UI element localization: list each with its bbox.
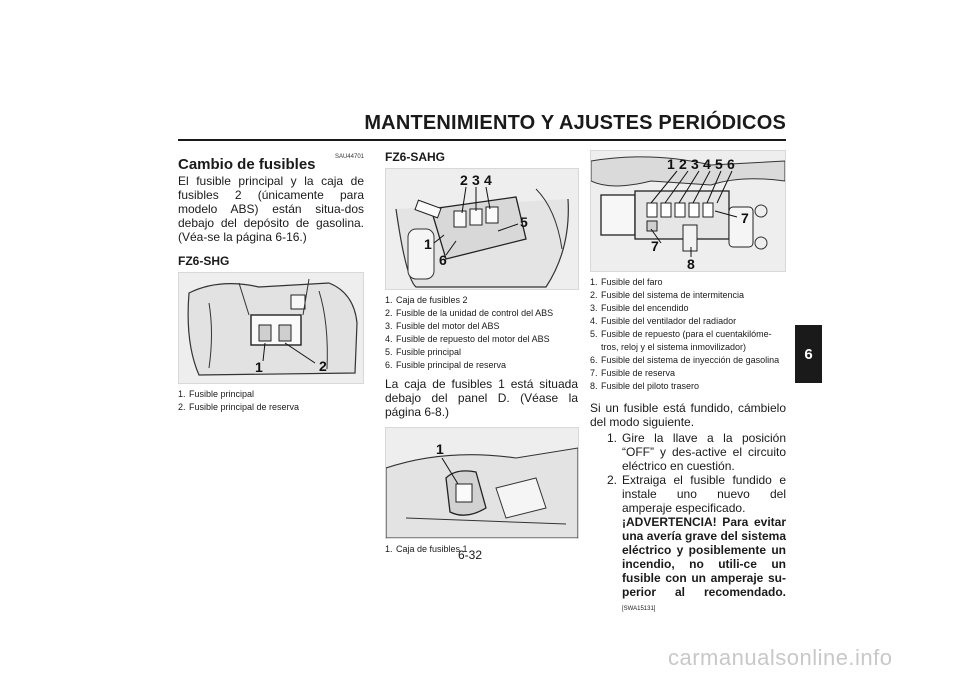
- list-item: 2. Extraiga el fusible fundido e instale uno nuevo del amperaje especificado.: [606, 473, 786, 515]
- fusebox-1-location: La caja de fusibles 1 está situada debajo del panel D. (Véase la página 6-8.): [385, 377, 578, 419]
- page-title: MANTENIMIENTO Y AJUSTES PERIÓDICOS: [364, 112, 786, 134]
- callout-4: 4: [484, 172, 492, 188]
- main-fuse-illustration: [179, 273, 363, 383]
- section-title: Cambio de fusibles: [178, 156, 316, 173]
- page-number: 6-32: [458, 548, 483, 562]
- callout-6: 6: [439, 252, 447, 268]
- section-intro: El fusible principal y la caja de fusibles 2 (únicamente para modelo ABS) están situa-dos debajo del depósito de gasolina. (Véa-se la página 6-16.): [178, 174, 364, 244]
- figure-fusebox-1: [385, 427, 579, 539]
- column-right: [590, 150, 786, 616]
- chapter-tab: 6: [795, 325, 822, 383]
- callout-7-right: 7: [741, 210, 749, 226]
- fusebox-2-illustration: [386, 169, 578, 289]
- callout-2: 2: [460, 172, 468, 188]
- callout-1: 1: [436, 441, 444, 457]
- list-item: 4. Fusible de repuesto del motor del ABS: [385, 334, 550, 344]
- callout-7-left: 7: [651, 238, 659, 254]
- callout-1: 1: [255, 359, 263, 375]
- callout-3: 3: [691, 156, 699, 172]
- caption-list-fusebox-detail: [590, 276, 786, 393]
- list-item: 2. Fusible del sistema de intermitencia: [590, 290, 745, 300]
- list-item: [590, 515, 786, 616]
- watermark: carmanualsonline.info: [668, 645, 893, 670]
- callout-1: 1: [667, 156, 675, 172]
- callout-8: 8: [687, 256, 695, 271]
- caption-list-fz6shg: [178, 388, 364, 414]
- fusebox-1-illustration: [386, 428, 578, 538]
- callout-5: 5: [715, 156, 723, 172]
- column-middle: [385, 150, 578, 556]
- list-item: 1. Gire la llave a la posición “OFF” y des-active el circuito eléctrico en cuestión.: [606, 431, 786, 473]
- list-item: 6. Fusible del sistema de inyección de gasolina: [590, 355, 780, 365]
- list-item: 1. Fusible del faro: [590, 277, 663, 287]
- callout-2: 2: [319, 358, 327, 374]
- callout-2: 2: [679, 156, 687, 172]
- list-item: 3. Fusible del encendido: [590, 303, 689, 313]
- figure-main-fuse: [178, 272, 364, 384]
- list-item: 6. Fusible principal de reserva: [385, 360, 507, 370]
- column-left: [178, 150, 364, 414]
- list-item: 1. Caja de fusibles 1: [385, 544, 468, 554]
- procedure-steps: [590, 431, 786, 616]
- list-item: 3. Fusible del motor del ABS: [385, 321, 500, 331]
- list-item: 5. Fusible principal: [385, 347, 462, 357]
- callout-1: 1: [424, 236, 432, 252]
- list-item: 4. Fusible del ventilador del radiador: [590, 316, 737, 326]
- section-code: SAU44701: [334, 154, 364, 160]
- callout-4: 4: [703, 156, 711, 172]
- callout-5: 5: [520, 214, 528, 230]
- procedure-intro: Si un fusible está fundido, cámbielo del modo siguiente.: [590, 401, 786, 429]
- callout-3: 3: [472, 172, 480, 188]
- list-item: 2. Fusible principal de reserva: [178, 402, 300, 412]
- header-rule: [178, 139, 786, 141]
- model-label-fz6sahg: FZ6-SAHG: [385, 150, 445, 164]
- list-item: 1. Caja de fusibles 2: [385, 295, 468, 305]
- list-item: 5. Fusible de repuesto (para el cuentakilóme-tros, reloj y el sistema inmovilizador): [590, 329, 772, 352]
- model-label-fz6shg: FZ6-SHG: [178, 254, 230, 268]
- figure-fusebox-2: [385, 168, 579, 290]
- list-item: 2. Fusible de la unidad de control del ABS: [385, 308, 554, 318]
- warning-code: [SWA15131]: [622, 606, 656, 612]
- list-item: 1. Fusible principal: [178, 389, 255, 399]
- fusebox-detail-illustration: [591, 151, 785, 271]
- list-item: 7. Fusible de reserva: [590, 368, 676, 378]
- list-item: 8. Fusible del piloto trasero: [590, 381, 700, 391]
- callout-6: 6: [727, 156, 735, 172]
- figure-fusebox-detail: [590, 150, 786, 272]
- caption-list-fz6sahg: [385, 294, 578, 372]
- warning-text: ¡ADVERTENCIA! Para evitar una avería grave del sistema eléctrico y posiblemente un incendio, no utili-ce un fusible con un amperaje su-perior al recomendado.: [622, 515, 786, 599]
